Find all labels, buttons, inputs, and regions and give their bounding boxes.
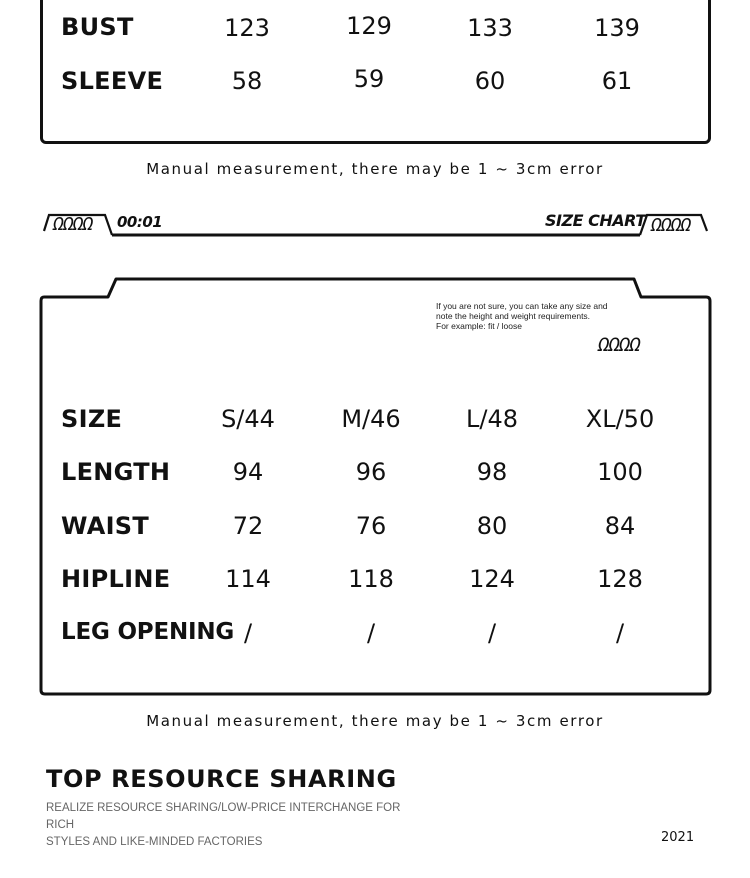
hipline-value-2: 118: [348, 565, 394, 593]
row-label-length: LENGTH: [61, 458, 171, 486]
banner-right-boxes-icon: ΩΩΩΩ: [651, 215, 691, 236]
leg-opening-value-3: /: [487, 619, 497, 647]
bust-value-1: 123: [224, 14, 270, 42]
size-value-3: L/48: [466, 405, 518, 433]
row-label-bust: BUST: [61, 13, 134, 41]
brand-subtitle-line-1: REALIZE RESOURCE SHARING/LOW-PRICE INTERCHANGE FOR RICH: [46, 802, 401, 831]
hipline-value-3: 124: [469, 565, 515, 593]
size-value-2: M/46: [341, 405, 401, 433]
bust-value-3: 133: [467, 14, 513, 42]
waist-value-1: 72: [232, 512, 264, 540]
row-label-waist: WAIST: [61, 512, 150, 540]
hipline-value-1: 114: [225, 565, 271, 593]
measurement-note-bottom: Manual measurement, there may be 1 ~ 3cm error: [146, 712, 604, 730]
sleeve-value-1: 58: [231, 67, 263, 95]
row-label-leg-opening: LEG OPENING: [61, 619, 235, 645]
bust-value-2: 129: [346, 12, 392, 40]
hint-boxes-icon: ΩΩΩΩ: [598, 334, 640, 356]
length-value-4: 100: [597, 458, 643, 486]
waist-value-2: 76: [355, 512, 387, 540]
brand-year: 2021: [661, 830, 695, 845]
bust-value-4: 139: [594, 14, 640, 42]
sleeve-value-4: 61: [601, 67, 633, 95]
size-hint-line-3: For example: fit / loose: [436, 321, 522, 331]
brand-title: TOP RESOURCE SHARING: [46, 765, 397, 793]
sleeve-value-3: 60: [474, 67, 506, 95]
banner-size-chart-title: SIZE CHART: [545, 211, 646, 230]
leg-opening-value-1: /: [243, 619, 253, 647]
row-label-sleeve: SLEEVE: [61, 67, 164, 95]
waist-value-4: 84: [604, 512, 636, 540]
size-hint-line-1: If you are not sure, you can take any size and: [436, 301, 608, 311]
row-label-size: SIZE: [61, 405, 123, 433]
brand-subtitle: [46, 800, 406, 851]
size-value-4: XL/50: [585, 405, 655, 433]
length-value-3: 98: [476, 458, 508, 486]
row-label-hipline: HIPLINE: [61, 565, 171, 593]
banner-time: 00:01: [117, 213, 163, 231]
waist-value-3: 80: [476, 512, 508, 540]
hipline-value-4: 128: [597, 565, 643, 593]
length-value-2: 96: [355, 458, 387, 486]
brand-subtitle-line-2: STYLES AND LIKE-MINDED FACTORIES: [46, 836, 263, 848]
leg-opening-value-4: /: [615, 619, 625, 647]
size-value-1: S/44: [221, 405, 275, 433]
length-value-1: 94: [232, 458, 264, 486]
size-hint-line-2: note the height and weight requirements.: [436, 311, 591, 321]
banner-left-boxes-icon: ΩΩΩΩ: [53, 214, 93, 235]
sleeve-value-2: 59: [353, 65, 385, 93]
leg-opening-value-2: /: [366, 619, 376, 647]
measurement-note-top: Manual measurement, there may be 1 ~ 3cm error: [146, 160, 604, 178]
